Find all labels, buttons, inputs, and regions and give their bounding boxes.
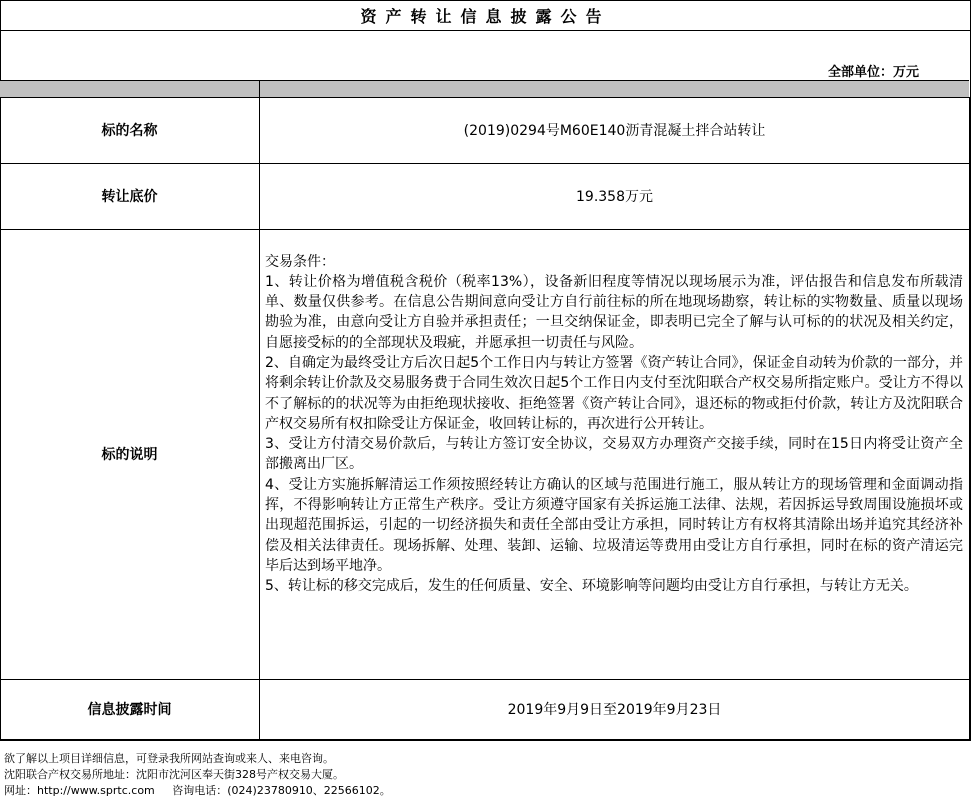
table-row xyxy=(0,679,970,739)
desc-item-2: 2、自确定为最终受让方后次日起5个工作日内与转让方签署《资产转让合同》，保证金自动转为价款的一部分，并将剩余转让价款及交易服务费于合同生效次日起5个工作日内支付至沈阳联合产权交易所指定账户。受让方不得以不了解标的的状况等为由拒绝现状接收、拒绝签署《资产转让合同》，退还标的物或拒付价款，转让方及沈阳联合产权交易所有权扣除受让方保证金，收回转让标的，再次进行公开转让。 xyxy=(265,354,963,432)
time-label: 信息披露时间 xyxy=(0,679,260,739)
desc-item-5: 5、转让标的移交完成后，发生的任何质量、安全、环境影响等问题均由受让方自行承担，与转让方无关。 xyxy=(265,578,918,595)
title-divider xyxy=(0,30,971,31)
price-label: 转让底价 xyxy=(0,163,260,229)
table-row xyxy=(0,97,970,163)
desc-item-3: 3、受让方付清交易价款后，与转让方签订安全协议，交易双方办理资产交接手续，同时在15日内将受让资产全部搬离出厂区。 xyxy=(265,436,963,473)
name-value: (2019)0294号M60E140沥青混凝土拌合站转让 xyxy=(260,97,970,163)
footer-line-1: 欲了解以上项目详细信息，可登录我所网站查询或来人、来电咨询。 xyxy=(4,752,334,765)
info-table xyxy=(0,97,970,740)
desc-heading: 交易条件： xyxy=(265,253,335,270)
table-row xyxy=(0,163,970,229)
desc-item-4: 4、受让方实施拆解清运工作须按照经转让方确认的区域与范围进行施工，服从转让方的现场管理和金面调动指挥，不得影响转让方正常生产秩序。受让方须遵守国家有关拆运施工法律、法规，若因拆运导致周围设施损坏或出现超范围拆运，引起的一切经济损失和责任全部由受让方承担，同时转让方有权将其清除出场并追究其经济补偿及相关法律责任。现场拆解、处理、装卸、运输、垃圾清运等费用由受让方自行承担，同时在标的资产清运完毕后达到场平地净。 xyxy=(265,476,963,574)
desc-content xyxy=(260,229,970,679)
desc-label: 标的说明 xyxy=(0,229,260,679)
table-row xyxy=(0,229,970,679)
unit-note: 全部单位：万元 xyxy=(827,65,919,80)
footer-notes xyxy=(4,751,391,799)
table-header-bar xyxy=(0,80,969,98)
desc-item-1: 1、转让价格为增值税含税价（税率13%），设备新旧程度等情况以现场展示为准，评估报告和信息发布所载清单、数量仅供参考。在信息公告期间意向受让方自行前往标的所在地现场勘察，转让标的实物数量、质量以现场勘验为准，由意向受让方自验并承担责任；一旦交纳保证金，即表明已完全了解与认可标的的状况及相关约定，自愿接受标的的全部现状及瑕疵，并愿承担一切责任与风险。 xyxy=(265,273,963,351)
footer-line-2: 沈阳联合产权交易所地址：沈阳市沈河区奉天街328号产权交易大厦。 xyxy=(4,768,344,781)
name-label: 标的名称 xyxy=(0,97,260,163)
footer-line-3: 网址：http://www.sprtc.com 咨询电话：(024)23780910、22566102。 xyxy=(4,784,391,797)
price-value: 19.358万元 xyxy=(260,163,970,229)
page-title: 资产转让信息披露公告 xyxy=(360,7,611,26)
time-value: 2019年9月9日至2019年9月23日 xyxy=(260,679,970,739)
